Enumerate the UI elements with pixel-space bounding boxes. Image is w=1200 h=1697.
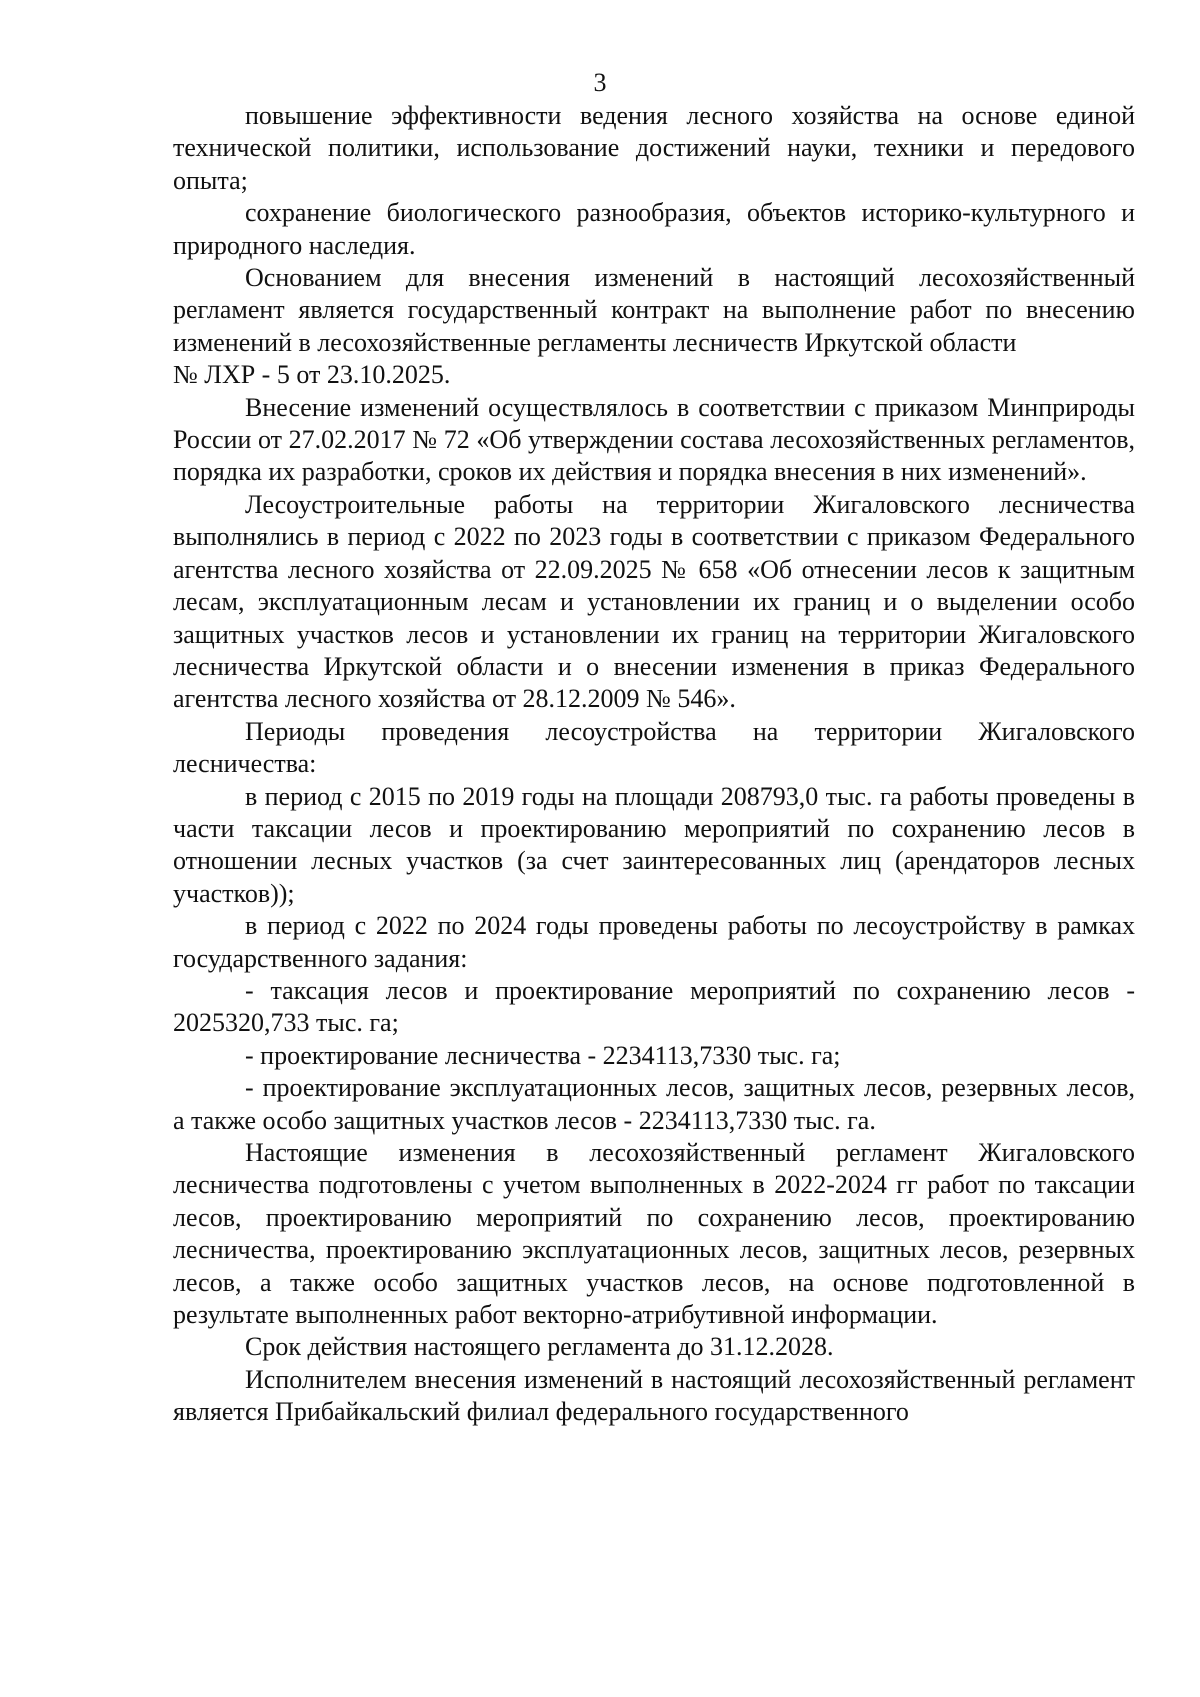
paragraph-contract-number: № ЛХР - 5 от 23.10.2025. <box>173 360 451 390</box>
document-body <box>173 100 1135 1429</box>
list-item-forestry-design: - проектирование лесничества - 2234113,7330 тыс. га; <box>245 1040 841 1070</box>
paragraph-period-2022-2024: в период с 2022 по 2024 годы проведены работы по лесоустройству в рамках государственного задания: <box>173 911 1135 973</box>
paragraph-validity: Срок действия настоящего регламента до 31.12.2028. <box>245 1332 834 1362</box>
paragraph-order-72: Внесение изменений осуществлялось в соответствии с приказом Минприроды России от 27.02.2017 № 72 «Об утверждении состава лесохозяйственных регламентов, порядка их разработки, сроков их действия и порядка внесения в них изменений». <box>173 392 1135 487</box>
paragraph-biodiversity: сохранение биологического разнообразия, объектов историко-культурного и природного наследия. <box>173 198 1135 260</box>
list-item-forest-categories: - проектирование эксплуатационных лесов, защитных лесов, резервных лесов, а также особо защитных участков лесов - 2234113,7330 тыс. га. <box>173 1073 1135 1135</box>
paragraph-executor: Исполнителем внесения изменений в настоящий лесохозяйственный регламент является Прибайкальский филиал федерального государственного <box>173 1364 1135 1427</box>
paragraph-efficiency: повышение эффективности ведения лесного хозяйства на основе единой технической политики, использование достижений науки, техники и передового опыта; <box>173 101 1135 195</box>
paragraph-changes-prepared: Настоящие изменения в лесохозяйственный регламент Жигаловского лесничества подготовлены с учетом выполненных в 2022-2024 гг работ по таксации лесов, проектированию мероприятий по сохранению лесов, проектированию лесничества, проектированию эксплуатационных лесов, защитных лесов, резервных лесов, а также особо защитных участков лесов, на основе подготовленной в результате выполненных работ векторно-атрибутивной информации. <box>173 1138 1135 1330</box>
page-number: 3 <box>593 68 607 97</box>
paragraph-basis: Основанием для внесения изменений в настоящий лесохозяйственный регламент является государственный контракт на выполнение работ по внесению изменений в лесохозяйственные регламенты лесничеств Иркутской области <box>173 263 1135 357</box>
paragraph-forest-works: Лесоустроительные работы на территории Жигаловского лесничества выполнялись в период с 2022 по 2023 годы в соответствии с приказом Федерального агентства лесного хозяйства от 22.09.2025 № 658 «Об отнесении лесов к защитным лесам, эксплуатационным лесам и установлении их границ и о выделении особо защитных участков лесов и установлении их границ на территории Жигаловского лесничества Иркутской области и о внесении изменения в приказ Федерального агентства лесного хозяйства от 28.12.2009 № 546». <box>173 489 1135 714</box>
list-item-taxation: - таксация лесов и проектирование мероприятий по сохранению лесов - 2025320,733 тыс. га; <box>173 975 1135 1038</box>
paragraph-periods-heading: Периоды проведения лесоустройства на территории Жигаловского лесничества: <box>173 716 1135 779</box>
paragraph-period-2015-2019: в период с 2015 по 2019 годы на площади 208793,0 тыс. га работы проведены в части таксации лесов и проектированию мероприятий по сохранению лесов в отношении лесных участков (за счет заинтересованных лиц (арендаторов лесных участков)); <box>173 781 1135 908</box>
